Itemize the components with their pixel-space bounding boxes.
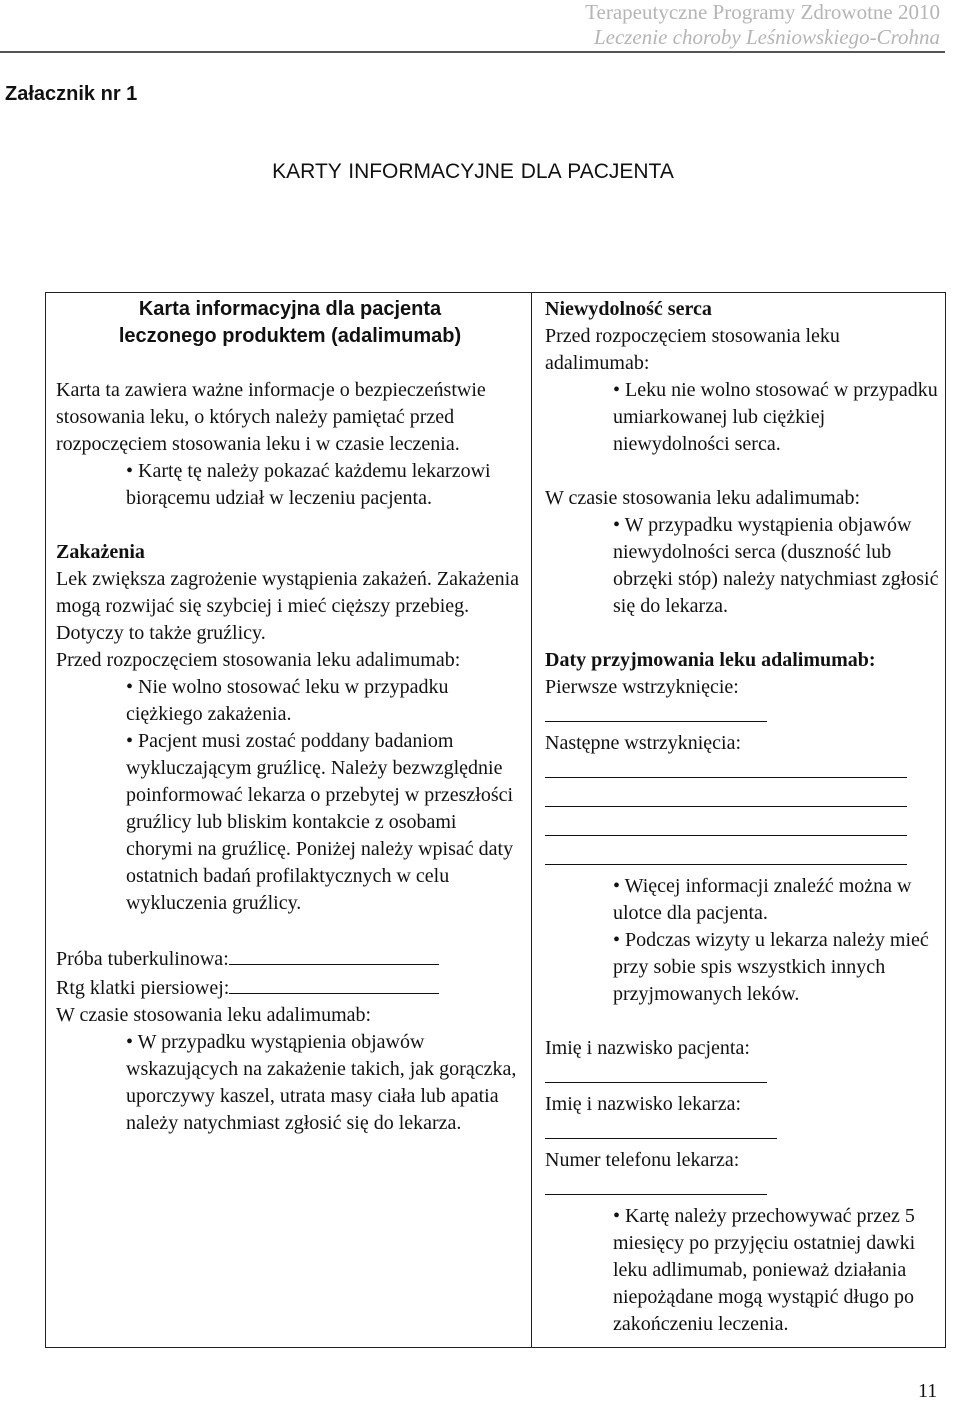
bullet-leaflet: • Więcej informacji znaleźć można w ulotce dla pacjenta.	[613, 875, 912, 924]
bullet-no-severe-infection: • Nie wolno stosować leku w przypadku ciężkiego zakażenia.	[126, 676, 449, 725]
during-use-text: W czasie stosowania leku adalimumab:	[56, 1004, 372, 1026]
bullet-tuberculosis: • Pacjent musi zostać poddany badaniom wykluczającym gruźlicę. Należy bezwzględnie poinformować lekarza o przebytej w przeszłości gruźlicy lub bliskim kontakcie z osobami chorymi na gruźlicę. Poniżej należy wpisać daty ostatnich badań profilaktycznych w celu wykluczenia gruźlicy.	[126, 730, 514, 914]
tuberculin-test-field	[56, 944, 524, 973]
bullet-doctor-visit: • Podczas wizyty u lekarza należy mieć przy sobie spis wszystkich innych przyjmowanych leków.	[613, 929, 929, 1005]
page-number: 11	[918, 1380, 938, 1402]
before-use-text: Przed rozpoczęciem stosowania leku adalimumab:	[56, 649, 461, 671]
doctor-phone-blank[interactable]	[545, 1174, 767, 1195]
doctor-phone-label: Numer telefonu lekarza:	[545, 1149, 740, 1171]
doctor-name-label: Imię i nazwisko lekarza:	[545, 1093, 742, 1115]
card-title-line1: Karta informacyjna dla pacjenta	[138, 298, 442, 320]
card-right-column	[545, 296, 943, 1338]
bullet-show-card: • Kartę tę należy pokazać każdemu lekarzowi biorącemu udział w leczeniu pacjenta.	[126, 460, 491, 509]
next-injections-label: Następne wstrzyknięcia:	[545, 732, 742, 754]
bullet-heart-symptoms: • W przypadku wystąpienia objawów niewydolności serca (duszność lub obrzęki stóp) należy natychmiast zgłosić się do lekarza.	[613, 514, 939, 617]
infections-text: Lek zwiększa zagrożenie wystąpienia zakażeń. Zakażenia mogą rozwijać się szybciej i mieć cięższy przebieg. Dotyczy to także gruźlicy.	[56, 568, 520, 644]
patient-name-label: Imię i nazwisko pacjenta:	[545, 1037, 750, 1059]
card-title-line2: leczonego produktem (adalimumab)	[118, 325, 462, 347]
bullet-keep-card: • Kartę należy przechowywać przez 5 miesięcy po przyjęciu ostatniej dawki leku adlimumab, ponieważ działania niepożądane mogą wystąpić długo po zakończeniu leczenia.	[613, 1205, 916, 1335]
tuberculin-label: Próba tuberkulinowa:	[56, 948, 229, 970]
first-injection-label: Pierwsze wstrzyknięcie:	[545, 676, 739, 698]
bullet-infection-symptoms: • W przypadku wystąpienia objawów wskazujących na zakażenie takich, jak gorączka, uporczywy kaszel, utrata masy ciała lub apatia należy natychmiast zgłosić się do lekarza.	[126, 1031, 517, 1134]
chest-xray-blank[interactable]	[229, 973, 439, 994]
heart-before-use-text: Przed rozpoczęciem stosowania leku adalimumab:	[545, 325, 840, 374]
bullet-heart-failure: • Leku nie wolno stosować w przypadku umiarkowanej lub ciężkiej niewydolności serca.	[613, 379, 938, 455]
next-injection-blank-4[interactable]	[545, 844, 907, 865]
next-injection-blank-1[interactable]	[545, 757, 907, 778]
card-intro: Karta ta zawiera ważne informacje o bezpieczeństwie stosowania leku, o których należy pamiętać przed rozpoczęciem stosowania leku i w czasie leczenia.	[56, 379, 486, 455]
chest-xray-field	[56, 973, 524, 1002]
dates-heading: Daty przyjmowania leku adalimumab:	[545, 649, 876, 671]
header-rule	[0, 51, 945, 53]
page-title: KARTY INFORMACYJNE DLA PACJENTA	[272, 160, 674, 183]
heart-during-use-text: W czasie stosowania leku adalimumab:	[545, 487, 861, 509]
patient-name-blank[interactable]	[545, 1062, 767, 1083]
chest-xray-label: Rtg klatki piersiowej:	[56, 977, 230, 999]
card-column-divider	[531, 292, 532, 1348]
next-injection-blank-3[interactable]	[545, 815, 907, 836]
doctor-name-blank[interactable]	[545, 1118, 777, 1139]
infections-heading: Zakażenia	[56, 541, 145, 563]
first-injection-blank[interactable]	[545, 701, 767, 722]
attachment-label: Załacznik nr 1	[5, 83, 138, 105]
card-left-column	[56, 296, 524, 1137]
heart-failure-heading: Niewydolność serca	[545, 298, 712, 320]
tuberculin-blank[interactable]	[229, 944, 439, 965]
next-injection-blank-2[interactable]	[545, 786, 907, 807]
